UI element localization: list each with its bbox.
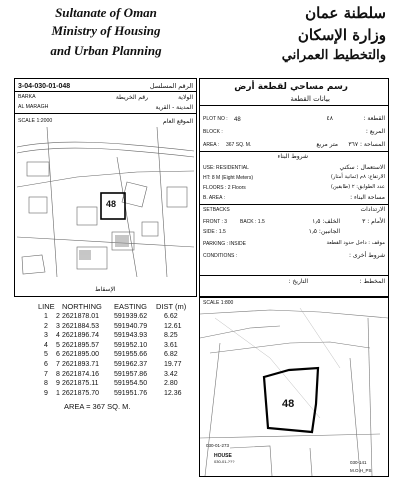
coordinates-header	[14, 302, 224, 311]
building-conditions-ar: شروط البناء	[277, 153, 308, 160]
block-label: BLOCK :	[203, 129, 223, 135]
col-line: LINE	[38, 302, 55, 311]
parking-label-ar: موقف : داخل حدود القطعة	[326, 240, 385, 246]
col-dist: DIST (m)	[156, 302, 187, 311]
side-setback-ar: الجانبين: ١٫٥	[308, 228, 340, 235]
coordinate-row	[14, 331, 224, 340]
from-point: 5	[44, 351, 48, 359]
ministry-name-en-line2: Ministry of Housing	[51, 23, 161, 38]
northing-cell: 2621895.00	[62, 351, 99, 359]
easting-cell: 591955.66	[114, 351, 148, 359]
coordinate-row	[14, 322, 224, 331]
coordinate-row	[14, 389, 224, 398]
ministry-name-ar-line2: وزارة الإسكان	[297, 26, 386, 44]
to-point: 5	[56, 341, 60, 349]
height-label: HT: 8 M (Eight Meters)	[203, 175, 254, 181]
neighbor-plot-2: 030-141	[350, 460, 367, 465]
distance-cell: 2.80	[164, 380, 178, 388]
distance-cell: 12.61	[164, 322, 182, 330]
easting-cell: 591952.10	[114, 341, 148, 349]
coordinate-row	[14, 370, 224, 379]
map-number-label-ar: رقم الخريطة	[115, 94, 148, 101]
parking-label: PARKING : INSIDE	[203, 241, 246, 247]
location-panel	[14, 78, 197, 297]
distance-cell: 19.77	[164, 361, 182, 368]
projection-label-ar: الإسقاط	[95, 286, 116, 293]
village-value: AL MARAGH	[18, 104, 49, 110]
from-point: 9	[44, 389, 48, 397]
coordinate-row	[14, 360, 224, 369]
conditions-label: CONDITIONS :	[203, 253, 238, 259]
detail-footer: M.O.H_PS	[350, 468, 372, 473]
building-area-label: B. AREA :	[203, 195, 225, 201]
serial-number: 3-04-030-01-048	[18, 83, 71, 90]
front-setback: FRONT : 3	[203, 219, 228, 225]
setbacks-label: SETBACKS	[203, 207, 230, 213]
to-point: 1	[56, 389, 60, 397]
wilayat-value: BARKA	[18, 94, 36, 100]
col-northing: NORTHING	[62, 302, 102, 311]
floors-label-ar: عدد الطوابق: ٢ (طابقين)	[330, 184, 385, 190]
northing-cell: 2621896.74	[62, 332, 99, 340]
northing-cell: 2621874.16	[62, 370, 99, 378]
coordinates-table	[14, 302, 210, 428]
setbacks-label-ar: الارتدادات	[360, 206, 385, 213]
back-setback-ar: الخلف: ١٫٥	[312, 218, 340, 225]
plot-data-panel	[199, 78, 389, 297]
easting-cell: 591957.86	[114, 370, 148, 378]
use-label: USE: RESIDENTIAL	[203, 165, 249, 171]
plot-no-label: PLOT NO :	[203, 116, 228, 122]
date-label-ar: التاريخ :	[288, 278, 308, 285]
wilayat-label-ar: الولاية	[178, 94, 193, 101]
ministry-name-ar-line3: والتخطيط العمراني	[281, 48, 386, 63]
distance-cell: 3.42	[164, 370, 178, 378]
to-point: 7	[56, 361, 60, 368]
location-scale: SCALE 1:2000	[18, 118, 53, 124]
area-label-ar: المساحة : ٣٦٧	[348, 141, 385, 148]
from-point: 3	[44, 332, 48, 340]
col-easting: EASTING	[114, 302, 147, 311]
area-label: AREA :	[203, 142, 220, 148]
northing-cell: 2621878.01	[62, 313, 99, 320]
distance-cell: 6.62	[164, 313, 178, 320]
easting-cell: 591962.37	[114, 361, 148, 368]
coordinate-row	[14, 379, 224, 388]
easting-cell: 591940.79	[114, 322, 148, 330]
northing-cell: 2621893.71	[62, 361, 99, 368]
coordinate-row	[14, 350, 224, 359]
northing-cell: 2621884.53	[62, 322, 99, 330]
easting-cell: 591943.93	[114, 332, 148, 340]
ministry-name-ar-line1: سلطنة عمان	[305, 4, 386, 22]
plot-no-value-ar: ٤٨	[326, 115, 333, 122]
area-value: 367 SQ. M.	[226, 142, 252, 148]
floors-label: FLOORS : 2 Floors	[203, 185, 246, 191]
to-point: 8	[56, 370, 60, 378]
northing-cell: 2621895.57	[62, 341, 99, 349]
coordinate-row	[14, 312, 224, 321]
distance-cell: 3.61	[164, 341, 178, 349]
to-point: 9	[56, 380, 60, 388]
building-area-label-ar: مساحة البناء :	[350, 194, 385, 201]
to-point: 3	[56, 322, 60, 330]
coordinate-row	[14, 341, 224, 350]
from-point: 4	[44, 341, 48, 349]
house-label: HOUSE	[214, 453, 232, 459]
distance-cell: 6.82	[164, 351, 178, 359]
distance-cell: 8.25	[164, 332, 178, 340]
village-label-ar: المدينة - القرية	[155, 104, 193, 111]
serial-number-label-ar: الرقم المسلسل	[149, 82, 193, 90]
detail-map	[200, 298, 388, 476]
to-point: 4	[56, 332, 60, 340]
plot-data-subtitle-ar: بيانات القطعة	[290, 95, 330, 103]
detail-plot-number: 48	[282, 398, 295, 410]
to-point: 2	[56, 313, 60, 320]
plan-label-ar: المخطط :	[359, 278, 385, 285]
side-setback: SIDE : 1.5	[203, 229, 226, 235]
back-setback: BACK : 1.5	[240, 219, 265, 225]
from-point: 6	[44, 361, 48, 368]
height-label-ar: الارتفاع: ٨م (ثمانية أمتار)	[330, 174, 385, 180]
from-point: 2	[44, 322, 48, 330]
conditions-label-ar: شروط أخرى :	[348, 252, 385, 259]
from-point: 8	[44, 380, 48, 388]
ministry-name-en-line1: Sultanate of Oman	[55, 5, 157, 20]
from-point: 1	[44, 313, 48, 320]
ministry-name-en-line3: and Urban Planning	[50, 43, 162, 58]
plot-no-value: 48	[234, 117, 241, 123]
location-plot-number: 48	[106, 199, 117, 209]
area-unit-ar: متر مربع	[316, 141, 338, 148]
distance-cell: 12.36	[164, 389, 182, 397]
location-label-ar: الموقع العام	[163, 118, 193, 125]
from-point: 7	[44, 370, 48, 378]
plot-no-label-ar: القطعة :	[363, 115, 385, 122]
northing-cell: 2621875.70	[62, 389, 99, 397]
survey-title-ar: رسم مساحي لقطعة أرض	[234, 82, 348, 92]
detail-scale: SCALE 1:800	[203, 300, 234, 306]
northing-cell: 2621875.11	[62, 380, 99, 388]
neighbor-plot-1: 030-01-273	[206, 443, 230, 448]
coordinates-area-total: AREA = 367 SQ. M.	[64, 402, 131, 411]
detail-map-panel	[199, 297, 389, 477]
easting-cell: 591954.50	[114, 380, 148, 388]
easting-cell: 591951.76	[114, 389, 148, 397]
to-point: 6	[56, 351, 60, 359]
use-label-ar: الاستعمال : سكني	[339, 164, 385, 171]
front-setback-ar: الأمام : ٣	[362, 218, 385, 225]
house-sublabel: 030-01-???	[214, 459, 235, 464]
block-label-ar: المربع :	[365, 128, 385, 135]
easting-cell: 591939.62	[114, 313, 148, 320]
